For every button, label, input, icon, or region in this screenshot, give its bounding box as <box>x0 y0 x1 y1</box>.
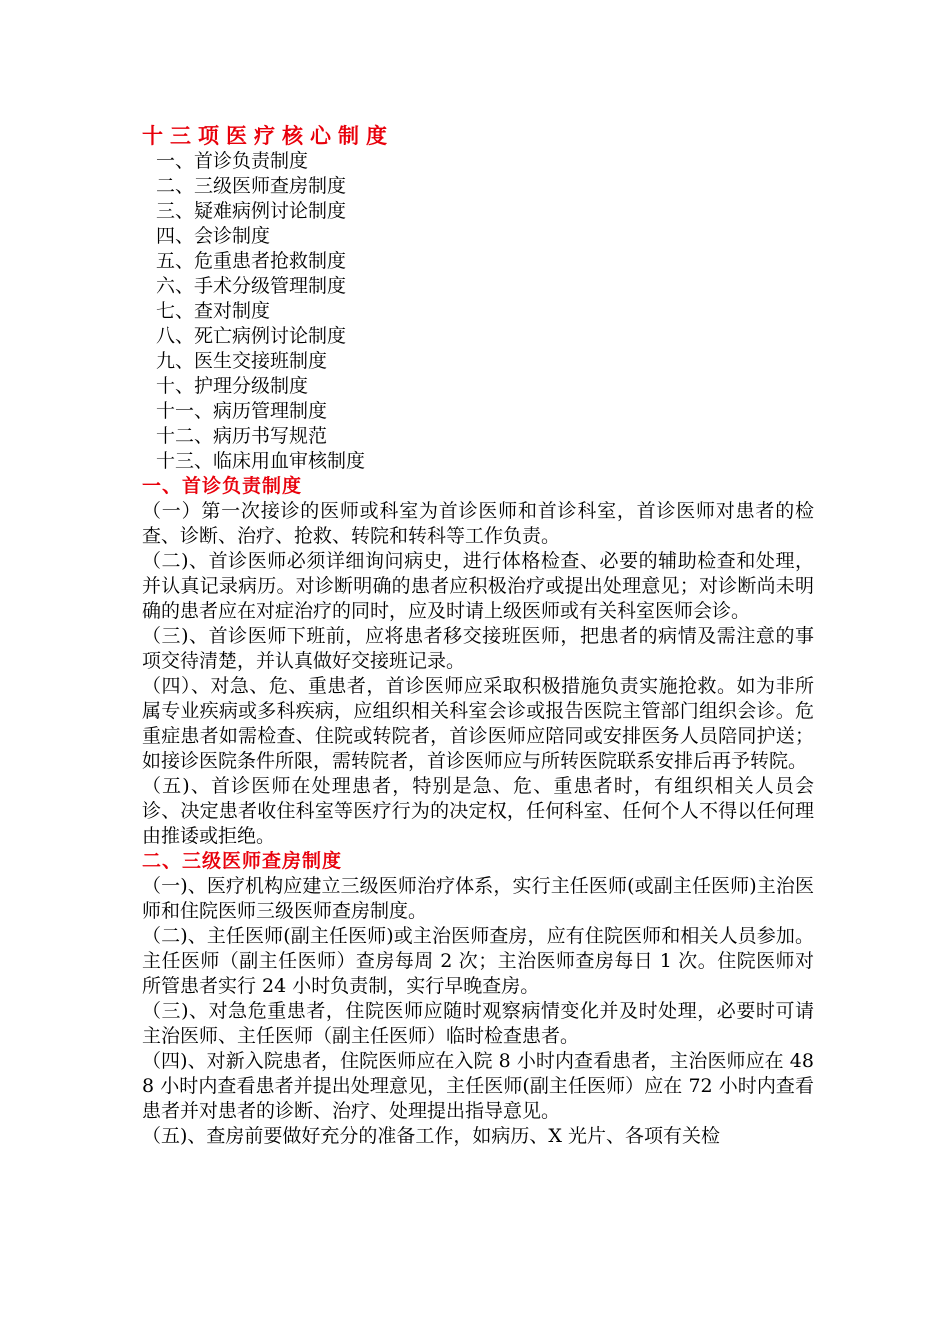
paragraph: （四）、对急、危、重患者，首诊医师应采取积极措施负责实施抢救。如为非所属专业疾病或多科疾病，应组织相关科室会诊或报告医院主管部门组织会诊。危重症患者如需检查、住院或转院者，首诊医师应陪同或安排医务人员陪同护送；如接诊医院条件所限，需转院者，首诊医师应与所转医院联系安排后再予转院。 <box>142 675 814 772</box>
toc-item: 八、死亡病例讨论制度 <box>156 325 347 347</box>
paragraph: （四)、对新入院患者，住院医师应在入院 8 小时内查看患者，主治医师应在 488 小时内查看患者并提出处理意见，主任医师(副主任医师）应在 72 小时内查看患者并对患者的诊断、治疗、处理提出指导意见。 <box>142 1050 814 1122</box>
section-first-visit-responsibility <box>142 474 814 849</box>
paragraph: （五)、查房前要做好充分的准备工作，如病历、X 光片、各项有关检 <box>142 1125 720 1147</box>
toc-item: 十二、病历书写规范 <box>156 425 328 447</box>
paragraph: （二)、主任医师(副主任医师)或主治医师查房，应有住院医师和相关人员参加。主任医师（副主任医师）查房每周 2 次；主治医师查房每日 1 次。住院医师对所管患者实行 24 小时负责制，实行早晚查房。 <box>142 925 814 997</box>
section-three-level-ward-rounds <box>142 849 814 1149</box>
toc-item: 十一、病历管理制度 <box>156 400 328 422</box>
table-of-contents <box>142 149 814 474</box>
section-heading: 一、首诊负责制度 <box>142 475 303 497</box>
document-page <box>142 124 814 1149</box>
section-heading: 二、三级医师查房制度 <box>142 850 343 872</box>
toc-item: 十三、临床用血审核制度 <box>156 450 366 472</box>
paragraph: （五)、首诊医师在处理患者，特别是急、危、重患者时，有组织相关人员会诊、决定患者收住科室等医疗行为的决定权，任何科室、任何个人不得以任何理由推诿或拒绝。 <box>142 775 814 847</box>
toc-item: 三、疑难病例讨论制度 <box>156 200 347 222</box>
toc-item: 九、医生交接班制度 <box>156 350 328 372</box>
paragraph: （三)、首诊医师下班前，应将患者移交接班医师，把患者的病情及需注意的事项交待清楚，并认真做好交接班记录。 <box>142 625 814 672</box>
document-title: 十三项医疗核心制度 <box>142 124 394 148</box>
paragraph: （一)、医疗机构应建立三级医师治疗体系，实行主任医师(或副主任医师)主治医师和住院医师三级医师查房制度。 <box>142 875 814 922</box>
toc-item: 六、手术分级管理制度 <box>156 275 347 297</box>
toc-item: 一、首诊负责制度 <box>156 150 309 172</box>
toc-item: 二、三级医师查房制度 <box>156 175 347 197</box>
paragraph: （二)、首诊医师必须详细询问病史，进行体格检查、必要的辅助检查和处理，并认真记录病历。对诊断明确的患者应积极治疗或提出处理意见；对诊断尚未明确的患者应在对症治疗的同时，应及时请上级医师或有关科室医师会诊。 <box>142 550 814 622</box>
paragraph: （三)、对急危重患者，住院医师应随时观察病情变化并及时处理，必要时可请主治医师、主任医师（副主任医师）临时检查患者。 <box>142 1000 814 1047</box>
toc-item: 七、查对制度 <box>156 300 271 322</box>
toc-item: 十、护理分级制度 <box>156 375 309 397</box>
toc-item: 五、危重患者抢救制度 <box>156 250 347 272</box>
paragraph: （一）第一次接诊的医师或科室为首诊医师和首诊科室，首诊医师对患者的检查、诊断、治疗、抢救、转院和转科等工作负责。 <box>142 500 814 547</box>
toc-item: 四、会诊制度 <box>156 225 271 247</box>
